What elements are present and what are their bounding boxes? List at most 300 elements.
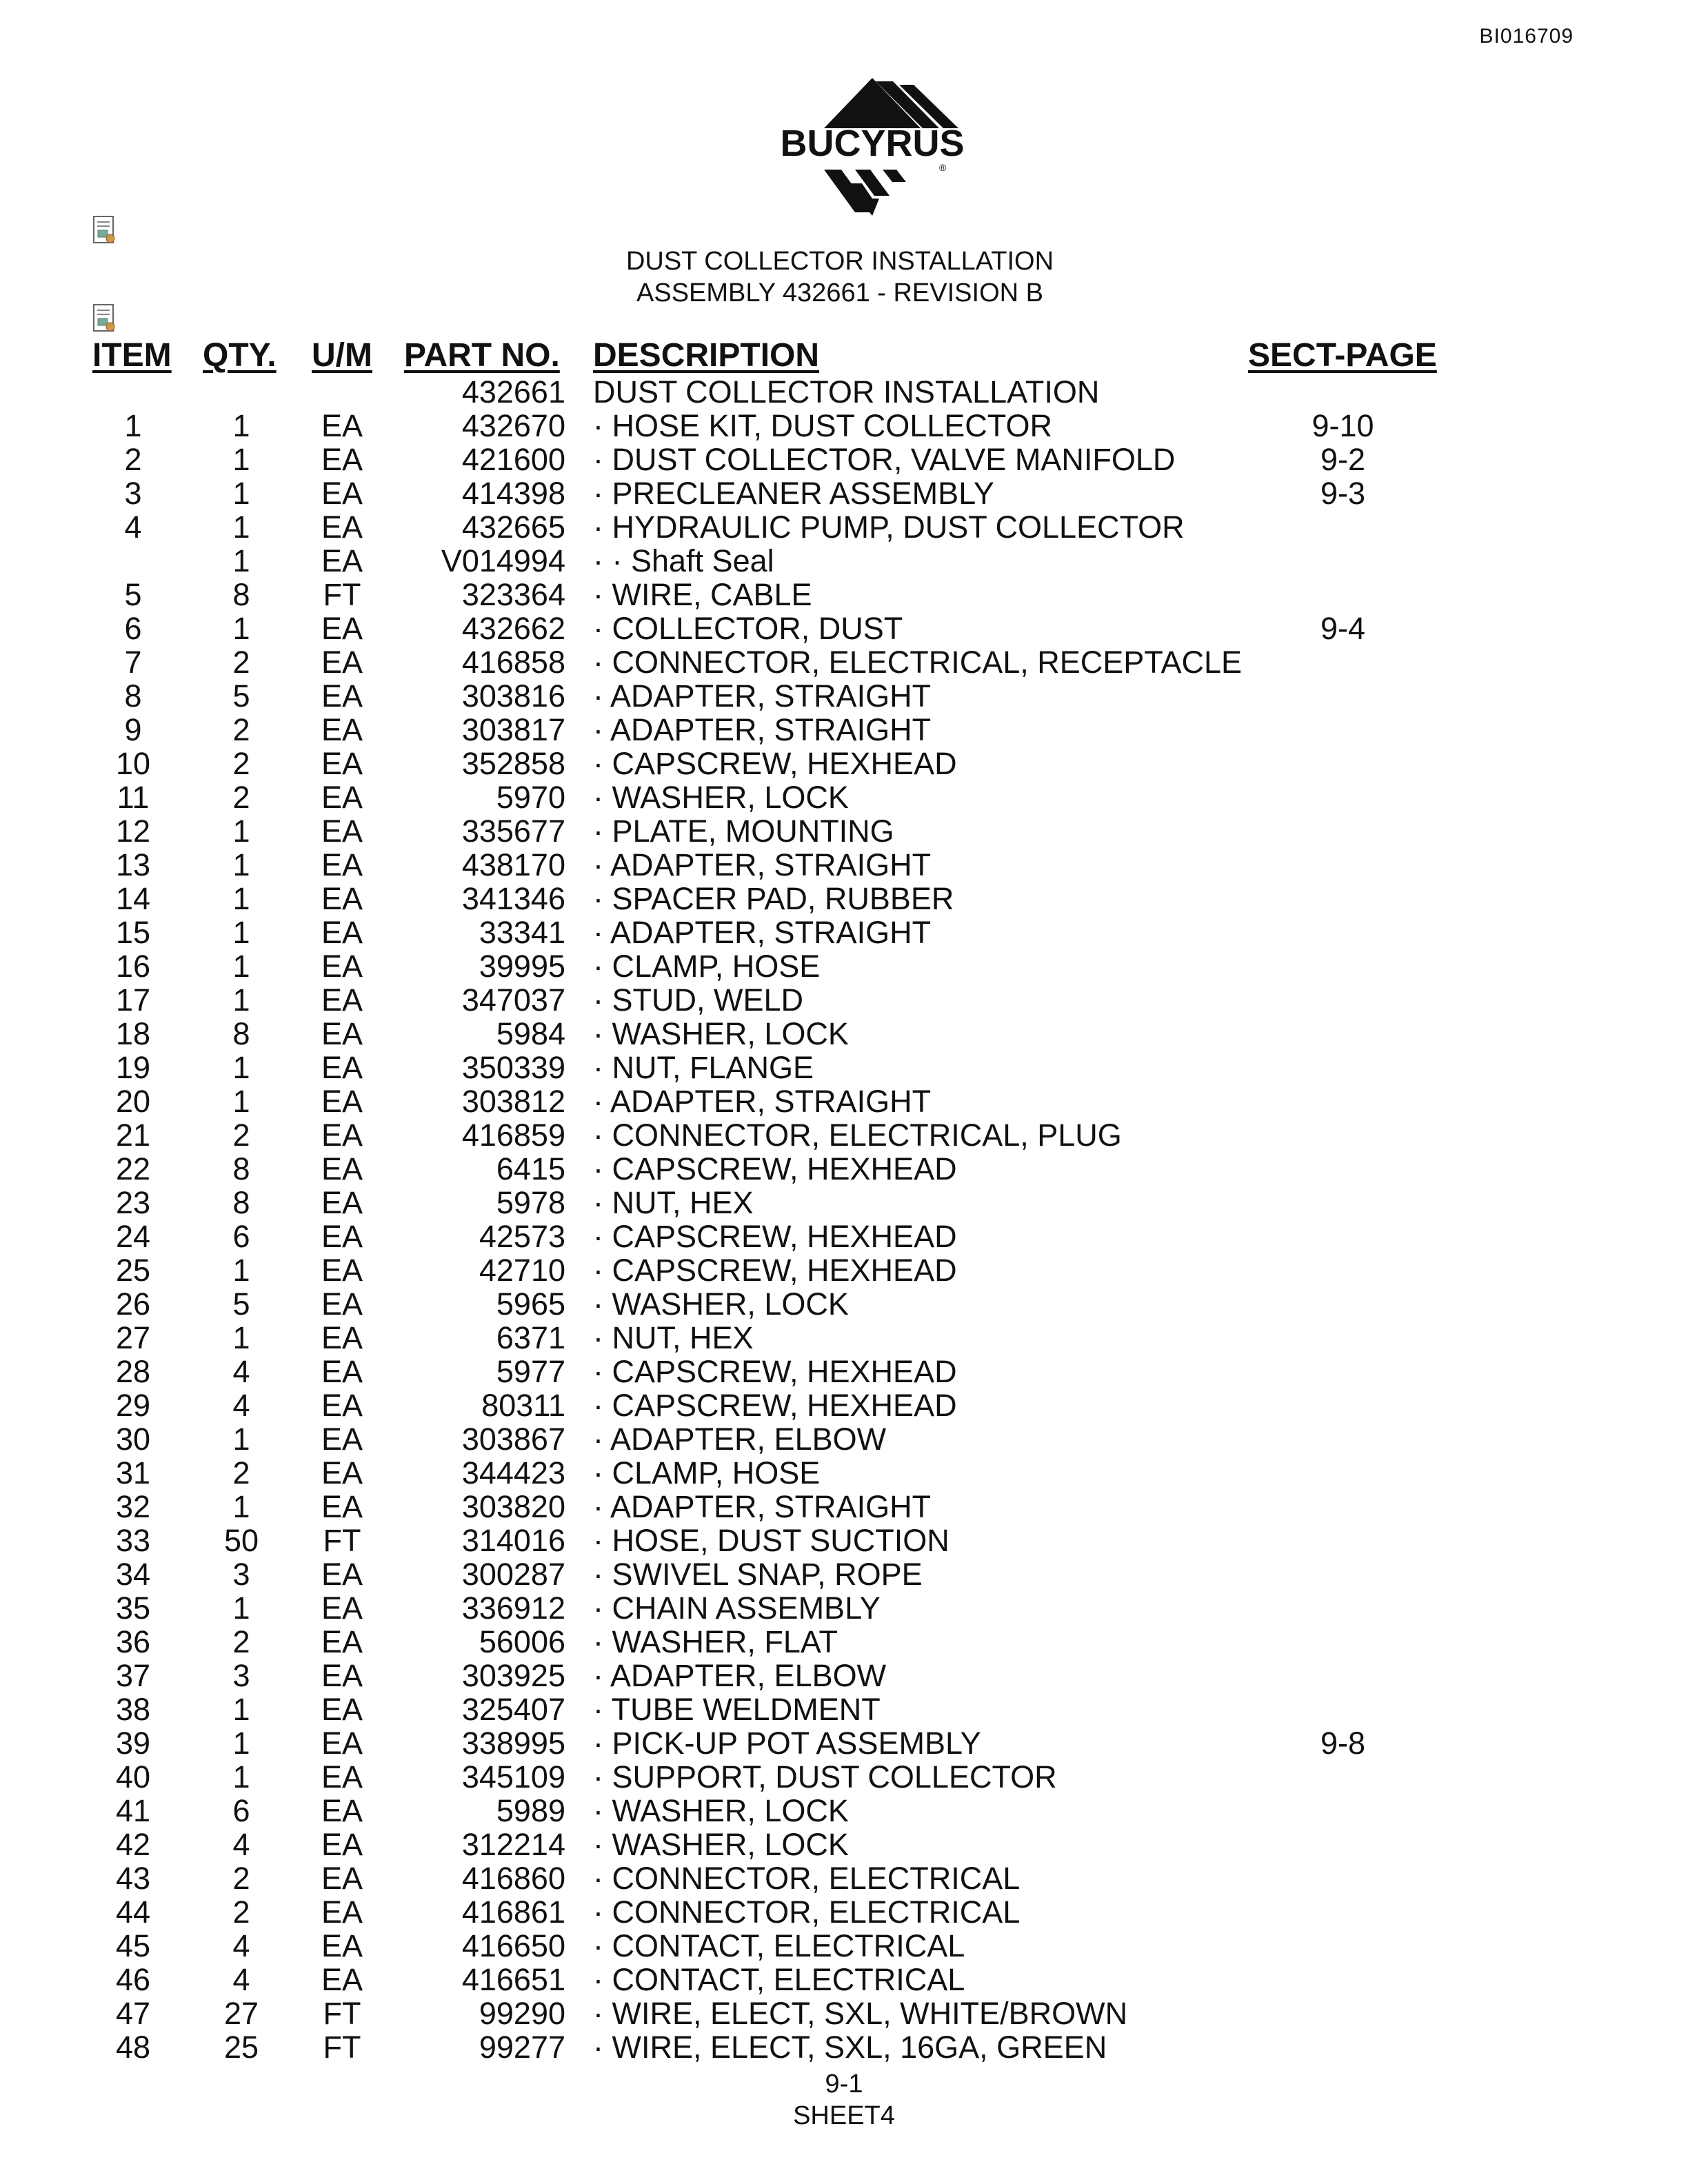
item-cell: 48 <box>115 2030 151 2065</box>
um-cell: EA <box>321 1692 363 1727</box>
item-cell: 25 <box>115 1253 151 1288</box>
item-cell: 30 <box>115 1422 151 1457</box>
part-no-cell: 432670 <box>461 408 565 443</box>
part-no-cell: 300287 <box>461 1557 565 1592</box>
item-cell: 39 <box>115 1726 151 1761</box>
part-no-cell: 42573 <box>479 1219 565 1254</box>
qty-cell: 4 <box>232 1388 250 1423</box>
um-cell: EA <box>321 543 363 578</box>
description-cell: · HOSE, DUST SUCTION <box>593 1523 950 1558</box>
item-cell: 18 <box>115 1016 151 1051</box>
header-qty: QTY. <box>203 337 277 374</box>
part-no-cell: 39995 <box>479 949 565 984</box>
description-cell: · HYDRAULIC PUMP, DUST COLLECTOR <box>593 509 1185 545</box>
part-no-cell: 303816 <box>461 678 565 714</box>
part-no-cell: 42710 <box>479 1253 565 1288</box>
description-cell: · CONTACT, ELECTRICAL <box>593 1928 965 1963</box>
part-no-cell: 5977 <box>496 1354 565 1389</box>
item-cell: 20 <box>115 1084 151 1119</box>
um-cell: EA <box>321 1118 363 1153</box>
description-cell: · CAPSCREW, HEXHEAD <box>593 746 957 781</box>
um-cell: EA <box>321 1726 363 1761</box>
item-cell: 47 <box>115 1996 151 2031</box>
item-cell: 31 <box>115 1455 151 1490</box>
item-cell: 12 <box>115 813 151 849</box>
table-row <box>0 1861 1688 1895</box>
qty-cell: 2 <box>232 746 250 781</box>
part-no-cell: 5989 <box>496 1793 565 1828</box>
table-row <box>0 1692 1688 1726</box>
sheet-label: SHEET4 <box>793 2101 895 2130</box>
item-cell: 24 <box>115 1219 151 1254</box>
page-number: 9-1 <box>825 2070 863 2099</box>
um-cell: EA <box>321 712 363 747</box>
qty-cell: 3 <box>232 1658 250 1693</box>
qty-cell: 2 <box>232 1894 250 1930</box>
item-cell: 11 <box>117 780 150 815</box>
item-cell: 15 <box>115 915 151 950</box>
item-cell: 7 <box>124 645 142 680</box>
header-description: DESCRIPTION <box>593 337 820 374</box>
qty-cell: 2 <box>232 1455 250 1490</box>
description-cell: · CAPSCREW, HEXHEAD <box>593 1219 957 1254</box>
item-cell: 32 <box>115 1489 151 1524</box>
description-cell: · DUST COLLECTOR, VALVE MANIFOLD <box>593 442 1176 477</box>
sect-page-cell: 9-10 <box>1312 408 1374 443</box>
logo-text: BUCYRUS <box>780 123 965 164</box>
description-cell: · · Shaft Seal <box>593 543 774 578</box>
um-cell: EA <box>321 1320 363 1355</box>
sect-page-cell: 9-2 <box>1320 442 1366 477</box>
part-no-cell: 56006 <box>479 1624 565 1659</box>
part-no-cell: 335677 <box>461 813 565 849</box>
table-row <box>0 1726 1688 1760</box>
description-cell: · ADAPTER, STRAIGHT <box>593 847 932 882</box>
part-no-cell: 345109 <box>461 1759 565 1794</box>
um-cell: EA <box>321 1894 363 1930</box>
um-cell: EA <box>321 1759 363 1794</box>
item-cell: 16 <box>115 949 151 984</box>
item-cell: 10 <box>115 746 151 781</box>
part-no-cell: V014994 <box>441 543 565 578</box>
um-cell: EA <box>321 1861 363 1896</box>
qty-cell: 3 <box>232 1557 250 1592</box>
table-row <box>0 882 1688 916</box>
part-no-cell: 432661 <box>461 374 565 410</box>
part-no-cell: 303867 <box>461 1422 565 1457</box>
um-cell: EA <box>321 982 363 1018</box>
table-row <box>0 1017 1688 1051</box>
item-cell: 44 <box>115 1894 151 1930</box>
qty-cell: 2 <box>232 1118 250 1153</box>
qty-cell: 1 <box>232 1253 250 1288</box>
qty-cell: 2 <box>232 712 250 747</box>
description-cell: · CAPSCREW, HEXHEAD <box>593 1253 957 1288</box>
table-row <box>0 611 1688 645</box>
item-cell: 19 <box>115 1050 151 1085</box>
description-cell: · NUT, FLANGE <box>593 1050 814 1085</box>
qty-cell: 1 <box>232 611 250 646</box>
um-cell: EA <box>321 1050 363 1085</box>
qty-cell: 1 <box>232 1692 250 1727</box>
part-no-cell: 416858 <box>461 645 565 680</box>
title-block <box>0 245 1688 309</box>
description-cell: · ADAPTER, ELBOW <box>593 1422 887 1457</box>
description-cell: · WIRE, ELECT, SXL, WHITE/BROWN <box>593 1996 1128 2031</box>
description-cell: · SPACER PAD, RUBBER <box>593 881 954 916</box>
um-cell: EA <box>321 678 363 714</box>
um-cell: EA <box>321 1590 363 1626</box>
description-cell: · ADAPTER, STRAIGHT <box>593 678 932 714</box>
table-row <box>0 1490 1688 1524</box>
item-cell: 42 <box>115 1827 151 1862</box>
item-cell: 37 <box>115 1658 151 1693</box>
item-cell: 8 <box>124 678 142 714</box>
um-cell: EA <box>321 1354 363 1389</box>
item-cell: 22 <box>115 1151 151 1186</box>
table-row <box>0 916 1688 949</box>
qty-cell: 50 <box>223 1523 259 1558</box>
qty-cell: 4 <box>232 1827 250 1862</box>
table-row <box>0 1895 1688 1929</box>
table-row <box>0 1118 1688 1152</box>
qty-cell: 1 <box>232 982 250 1018</box>
item-cell: 43 <box>115 1861 151 1896</box>
um-cell: EA <box>321 1658 363 1693</box>
qty-cell: 1 <box>232 442 250 477</box>
qty-cell: 4 <box>232 1962 250 1997</box>
um-cell: EA <box>321 611 363 646</box>
item-cell: 17 <box>115 982 151 1018</box>
description-cell: · CONNECTOR, ELECTRICAL, RECEPTACLE <box>593 645 1243 680</box>
qty-cell: 1 <box>232 847 250 882</box>
description-cell: · ADAPTER, STRAIGHT <box>593 712 932 747</box>
table-body <box>0 375 1688 2064</box>
um-cell: EA <box>321 1084 363 1119</box>
qty-cell: 6 <box>232 1793 250 1828</box>
part-no-cell: 80311 <box>481 1388 565 1423</box>
um-cell: EA <box>321 915 363 950</box>
logo-graphic <box>758 74 986 219</box>
table-row <box>0 1051 1688 1084</box>
um-cell: EA <box>321 442 363 477</box>
table-row <box>0 578 1688 611</box>
item-cell: 33 <box>115 1523 151 1558</box>
qty-cell: 1 <box>232 813 250 849</box>
title-line-2: ASSEMBLY 432661 - REVISION B <box>636 279 1043 307</box>
part-no-cell: 416650 <box>461 1928 565 1963</box>
part-no-cell: 323364 <box>461 577 565 612</box>
description-cell: · SUPPORT, DUST COLLECTOR <box>593 1759 1057 1794</box>
um-cell: EA <box>321 1253 363 1288</box>
header-part-no: PART NO. <box>404 337 560 374</box>
um-cell: FT <box>323 1523 361 1558</box>
qty-cell: 1 <box>232 1590 250 1626</box>
sect-page-cell: 9-8 <box>1320 1726 1366 1761</box>
description-cell: · ADAPTER, ELBOW <box>593 1658 887 1693</box>
part-no-cell: 303820 <box>461 1489 565 1524</box>
table-row <box>0 1963 1688 1996</box>
um-cell: EA <box>321 949 363 984</box>
um-cell: EA <box>321 1928 363 1963</box>
item-cell: 41 <box>115 1793 151 1828</box>
table-row <box>0 2030 1688 2064</box>
item-cell: 34 <box>115 1557 151 1592</box>
description-cell: · PICK-UP POT ASSEMBLY <box>593 1726 981 1761</box>
description-cell: · WIRE, CABLE <box>593 577 812 612</box>
qty-cell: 1 <box>232 1050 250 1085</box>
table-row <box>0 1828 1688 1861</box>
qty-cell: 1 <box>232 1726 250 1761</box>
part-no-cell: 352858 <box>461 746 565 781</box>
qty-cell: 8 <box>232 1151 250 1186</box>
description-cell: · CONNECTOR, ELECTRICAL <box>593 1894 1021 1930</box>
um-cell: FT <box>323 1996 361 2031</box>
description-cell: · WASHER, LOCK <box>593 1016 849 1051</box>
item-cell: 13 <box>115 847 151 882</box>
um-cell: EA <box>321 509 363 545</box>
table-row <box>0 1760 1688 1794</box>
qty-cell: 1 <box>232 915 250 950</box>
part-no-cell: 303812 <box>461 1084 565 1119</box>
part-no-cell: 336912 <box>461 1590 565 1626</box>
part-no-cell: 325407 <box>461 1692 565 1727</box>
item-cell: 5 <box>124 577 142 612</box>
qty-cell: 1 <box>232 476 250 511</box>
part-no-cell: 33341 <box>479 915 565 950</box>
part-no-cell: 344423 <box>461 1455 565 1490</box>
table-row <box>0 1253 1688 1287</box>
qty-cell: 1 <box>232 1759 250 1794</box>
table-row <box>0 375 1688 409</box>
um-cell: EA <box>321 1793 363 1828</box>
um-cell: EA <box>321 1016 363 1051</box>
part-no-cell: 338995 <box>461 1726 565 1761</box>
table-row <box>0 1591 1688 1625</box>
part-no-cell: 5965 <box>496 1286 565 1322</box>
item-cell: 23 <box>115 1185 151 1220</box>
description-cell: · PRECLEANER ASSEMBLY <box>593 476 994 511</box>
document-icon[interactable] <box>91 215 119 245</box>
qty-cell: 1 <box>232 1084 250 1119</box>
qty-cell: 2 <box>232 780 250 815</box>
document-id: BI016709 <box>1479 25 1574 48</box>
table-row <box>0 1220 1688 1253</box>
um-cell: EA <box>321 847 363 882</box>
description-cell: · NUT, HEX <box>593 1320 754 1355</box>
um-cell: EA <box>321 1388 363 1423</box>
description-cell: · CONNECTOR, ELECTRICAL, PLUG <box>593 1118 1122 1153</box>
sect-page-cell: 9-4 <box>1320 611 1366 646</box>
part-no-cell: 432665 <box>461 509 565 545</box>
table-row <box>0 1287 1688 1321</box>
part-no-cell: 303925 <box>461 1658 565 1693</box>
item-cell: 27 <box>115 1320 151 1355</box>
um-cell: FT <box>323 577 361 612</box>
table-row <box>0 713 1688 747</box>
um-cell: EA <box>321 1489 363 1524</box>
table-row <box>0 1557 1688 1591</box>
qty-cell: 8 <box>232 1016 250 1051</box>
um-cell: EA <box>321 780 363 815</box>
part-no-cell: 314016 <box>461 1523 565 1558</box>
description-cell: · CLAMP, HOSE <box>593 1455 821 1490</box>
table-header <box>0 336 1688 375</box>
um-cell: EA <box>321 408 363 443</box>
qty-cell: 5 <box>232 1286 250 1322</box>
description-cell: · NUT, HEX <box>593 1185 754 1220</box>
part-no-cell: 421600 <box>461 442 565 477</box>
table-row <box>0 645 1688 679</box>
parts-table <box>0 336 1688 2064</box>
description-cell: · CAPSCREW, HEXHEAD <box>593 1388 957 1423</box>
table-row <box>0 443 1688 476</box>
description-cell: · ADAPTER, STRAIGHT <box>593 1084 932 1119</box>
item-cell: 21 <box>115 1118 151 1153</box>
um-cell: EA <box>321 1455 363 1490</box>
qty-cell: 1 <box>232 949 250 984</box>
table-row <box>0 476 1688 510</box>
um-cell: FT <box>323 2030 361 2065</box>
description-cell: · WASHER, FLAT <box>593 1624 838 1659</box>
table-row <box>0 1625 1688 1659</box>
qty-cell: 5 <box>232 678 250 714</box>
part-no-cell: 416860 <box>461 1861 565 1896</box>
part-no-cell: 5984 <box>496 1016 565 1051</box>
part-no-cell: 414398 <box>461 476 565 511</box>
table-row <box>0 1321 1688 1355</box>
um-cell: EA <box>321 881 363 916</box>
header-um: U/M <box>312 337 372 374</box>
um-cell: EA <box>321 1557 363 1592</box>
um-cell: EA <box>321 1422 363 1457</box>
description-cell: · WASHER, LOCK <box>593 1793 849 1828</box>
um-cell: EA <box>321 476 363 511</box>
part-no-cell: 416651 <box>461 1962 565 1997</box>
item-cell: 36 <box>115 1624 151 1659</box>
table-row <box>0 983 1688 1017</box>
description-cell: · CONNECTOR, ELECTRICAL <box>593 1861 1021 1896</box>
part-no-cell: 99290 <box>479 1996 565 2031</box>
qty-cell: 1 <box>232 408 250 443</box>
table-row <box>0 1659 1688 1692</box>
item-cell: 38 <box>115 1692 151 1727</box>
part-no-cell: 347037 <box>461 982 565 1018</box>
description-cell: DUST COLLECTOR INSTALLATION <box>593 374 1100 410</box>
description-cell: · CLAMP, HOSE <box>593 949 821 984</box>
table-row <box>0 1929 1688 1963</box>
um-cell: EA <box>321 1151 363 1186</box>
qty-cell: 4 <box>232 1354 250 1389</box>
item-cell: 3 <box>124 476 142 511</box>
header-item: ITEM <box>92 337 172 374</box>
part-no-cell: 303817 <box>461 712 565 747</box>
qty-cell: 4 <box>232 1928 250 1963</box>
um-cell: EA <box>321 1624 363 1659</box>
table-row <box>0 1152 1688 1186</box>
table-row <box>0 544 1688 578</box>
um-cell: EA <box>321 1827 363 1862</box>
description-cell: · STUD, WELD <box>593 982 804 1018</box>
description-cell: · WASHER, LOCK <box>593 1827 849 1862</box>
description-cell: · WASHER, LOCK <box>593 780 849 815</box>
description-cell: · ADAPTER, STRAIGHT <box>593 915 932 950</box>
bucyrus-logo <box>758 74 986 219</box>
table-row <box>0 814 1688 848</box>
part-no-cell: 350339 <box>461 1050 565 1085</box>
part-no-cell: 341346 <box>461 881 565 916</box>
item-cell: 40 <box>115 1759 151 1794</box>
table-row <box>0 510 1688 544</box>
header-sect-page: SECT-PAGE <box>1248 337 1437 374</box>
description-cell: · WASHER, LOCK <box>593 1286 849 1322</box>
qty-cell: 8 <box>232 1185 250 1220</box>
table-row <box>0 949 1688 983</box>
um-cell: EA <box>321 1219 363 1254</box>
table-row <box>0 747 1688 780</box>
qty-cell: 8 <box>232 577 250 612</box>
um-cell: EA <box>321 1962 363 1997</box>
qty-cell: 1 <box>232 881 250 916</box>
table-row <box>0 409 1688 443</box>
title-line-1: DUST COLLECTOR INSTALLATION <box>625 247 1054 276</box>
qty-cell: 25 <box>223 2030 259 2065</box>
part-no-cell: 416861 <box>461 1894 565 1930</box>
item-cell: 26 <box>115 1286 151 1322</box>
item-cell: 9 <box>124 712 142 747</box>
part-no-cell: 5978 <box>496 1185 565 1220</box>
sect-page-cell: 9-3 <box>1320 476 1366 511</box>
item-cell: 6 <box>124 611 142 646</box>
item-cell: 35 <box>115 1590 151 1626</box>
qty-cell: 2 <box>232 1861 250 1896</box>
part-no-cell: 99277 <box>479 2030 565 2065</box>
item-cell: 29 <box>115 1388 151 1423</box>
table-row <box>0 1388 1688 1422</box>
part-no-cell: 5970 <box>496 780 565 815</box>
table-row <box>0 679 1688 713</box>
description-cell: · CAPSCREW, HEXHEAD <box>593 1151 957 1186</box>
table-row <box>0 1456 1688 1490</box>
description-cell: · HOSE KIT, DUST COLLECTOR <box>593 408 1052 443</box>
description-cell: · PLATE, MOUNTING <box>593 813 894 849</box>
um-cell: EA <box>321 813 363 849</box>
part-no-cell: 6371 <box>496 1320 565 1355</box>
table-row <box>0 1355 1688 1388</box>
description-cell: · CAPSCREW, HEXHEAD <box>593 1354 957 1389</box>
part-no-cell: 416859 <box>461 1118 565 1153</box>
qty-cell: 1 <box>232 543 250 578</box>
item-cell: 14 <box>115 881 151 916</box>
qty-cell: 6 <box>232 1219 250 1254</box>
qty-cell: 1 <box>232 1489 250 1524</box>
table-row <box>0 1084 1688 1118</box>
item-cell: 45 <box>115 1928 151 1963</box>
description-cell: · COLLECTOR, DUST <box>593 611 903 646</box>
um-cell: EA <box>321 645 363 680</box>
description-cell: · WIRE, ELECT, SXL, 16GA, GREEN <box>593 2030 1107 2065</box>
table-row <box>0 1524 1688 1557</box>
description-cell: · CHAIN ASSEMBLY <box>593 1590 881 1626</box>
qty-cell: 2 <box>232 645 250 680</box>
part-no-cell: 432662 <box>461 611 565 646</box>
table-row <box>0 1996 1688 2030</box>
item-cell: 28 <box>115 1354 151 1389</box>
item-cell: 2 <box>124 442 142 477</box>
table-row <box>0 1794 1688 1828</box>
item-cell: 1 <box>124 408 142 443</box>
description-cell: · TUBE WELDMENT <box>593 1692 881 1727</box>
